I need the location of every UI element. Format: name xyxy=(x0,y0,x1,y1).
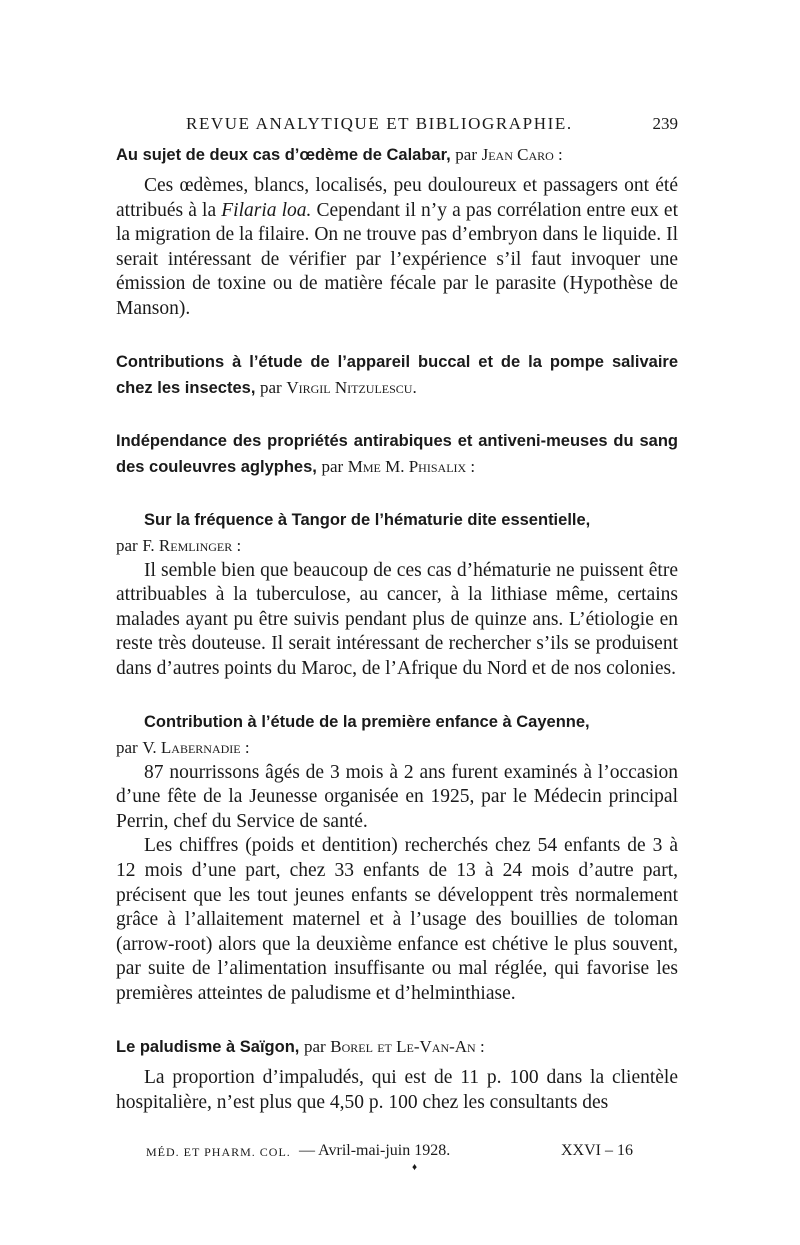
running-head-title: REVUE ANALYTIQUE ET BIBLIOGRAPHIE. xyxy=(186,114,573,133)
entry-paragraph: Les chiffres (poids et dentition) recherchés chez 54 enfants de 3 à 12 mois d’une part, chez 33 enfants de 13 à 24 mois d’autre part, précisent que les tout jeunes enfants se développent très normalement grâce à l’allaitement maternel et à l’usage des bouillies de toloman (arrow-root) alors que la deuxième enfance est chétive le plus souvent, par suite de l’alimentation insuffisante ou mal réglée, qui favorise les premières atteintes de paludisme et d’helminthiase. xyxy=(116,835,678,1004)
running-head xyxy=(116,114,678,142)
review-entry xyxy=(116,429,678,480)
entry-paragraph: Il semble bien que beaucoup de ces cas d’hématurie ne puissent être attribuables à la tuberculose, au cancer, à la lithiase même, certains malades ayant pu être suivis pendant plus de quinze ans. L’étiologie en reste très douteuse. Il serait intéressant de rechercher s’ils se produisent dans d’autres points du Maroc, de l’Afrique du Nord et de nos colonies. xyxy=(116,559,678,679)
review-entry xyxy=(116,142,678,322)
journal-page xyxy=(116,114,678,1116)
entry-by: par xyxy=(116,737,138,757)
page-number: 239 xyxy=(652,114,678,133)
entry-paragraph: La proportion d’impaludés, qui est de 11 p. 100 dans la clientèle hospitalière, n’est plus que 4,50 p. 100 chez les consultants des xyxy=(116,1067,678,1114)
entry-heading xyxy=(116,350,678,401)
entry-heading xyxy=(116,710,678,761)
entry-title: Le paludisme à Saïgon, xyxy=(116,1038,300,1057)
review-entry xyxy=(116,508,678,682)
entry-by: par xyxy=(455,145,478,164)
entry-heading xyxy=(116,1034,678,1060)
entry-body xyxy=(116,559,678,682)
entry-author: V. Labernadie : xyxy=(142,737,250,757)
entry-body xyxy=(116,1066,678,1115)
footer-journal: MÉD. ET PHARM. COL. xyxy=(146,1145,291,1159)
entry-by: par xyxy=(260,377,282,397)
entry-by: par xyxy=(116,535,138,555)
entry-body xyxy=(116,761,678,1007)
entry-body xyxy=(116,174,678,322)
review-entry xyxy=(116,1034,678,1115)
entry-author: Virgil Nitzulescu. xyxy=(286,377,417,397)
entry-heading xyxy=(116,429,678,480)
page-footer xyxy=(116,1142,678,1173)
italic-term: Filaria loa. xyxy=(221,199,312,221)
entry-heading xyxy=(116,508,678,559)
review-entry xyxy=(116,710,678,1007)
entry-by: par xyxy=(303,1037,326,1057)
entry-heading xyxy=(116,142,678,168)
entry-title: Sur la fréquence à Tangor de l’hématurie dite essentielle, xyxy=(144,510,591,529)
entry-title: Indépendance des propriétés antirabiques et antiveni-meuses du sang des couleuvres aglyphes, xyxy=(116,431,678,476)
review-entry xyxy=(116,350,678,401)
entry-title: Contributions à l’étude de l’appareil buccal et de la pompe salivaire chez les insectes, xyxy=(116,352,678,397)
entry-author: F. Remlinger : xyxy=(142,535,242,555)
entry-paragraph: 87 nourrissons âgés de 3 mois à 2 ans furent examinés à l’occasion d’une fête de la Jeunesse organisée en 1925, par le Médecin principal Perrin, chef du Service de santé. xyxy=(116,761,678,832)
entry-by: par xyxy=(321,456,344,476)
entry-author: Jean Caro : xyxy=(481,145,563,164)
footer-signature: XXVI – 16 xyxy=(561,1142,633,1159)
footer-mark: ♦ xyxy=(412,1162,418,1173)
entry-title: Contribution à l’étude de la première enfance à Cayenne, xyxy=(144,712,590,731)
entry-title: Au sujet de deux cas d’œdème de Calabar, xyxy=(116,146,451,164)
entry-author: Mme M. Phisalix : xyxy=(347,456,476,476)
footer-date: — Avril-mai-juin 1928. xyxy=(299,1142,451,1159)
entry-author: Borel et Le-Van-An : xyxy=(330,1037,485,1057)
entry-paragraph: Ces œdèmes, blancs, localisés, peu douloureux et passagers ont été attribués à la Filaria loa. Cependant il n’y a pas corrélation entre eux et la migration de la filaire. On ne trouve pas d’embryon dans le liquide. Il serait intéressant de vérifier par l’expérience s’il faut invoquer une émission de toxine ou de matière fécale par le parasite (Hypothèse de Manson). xyxy=(116,175,678,319)
